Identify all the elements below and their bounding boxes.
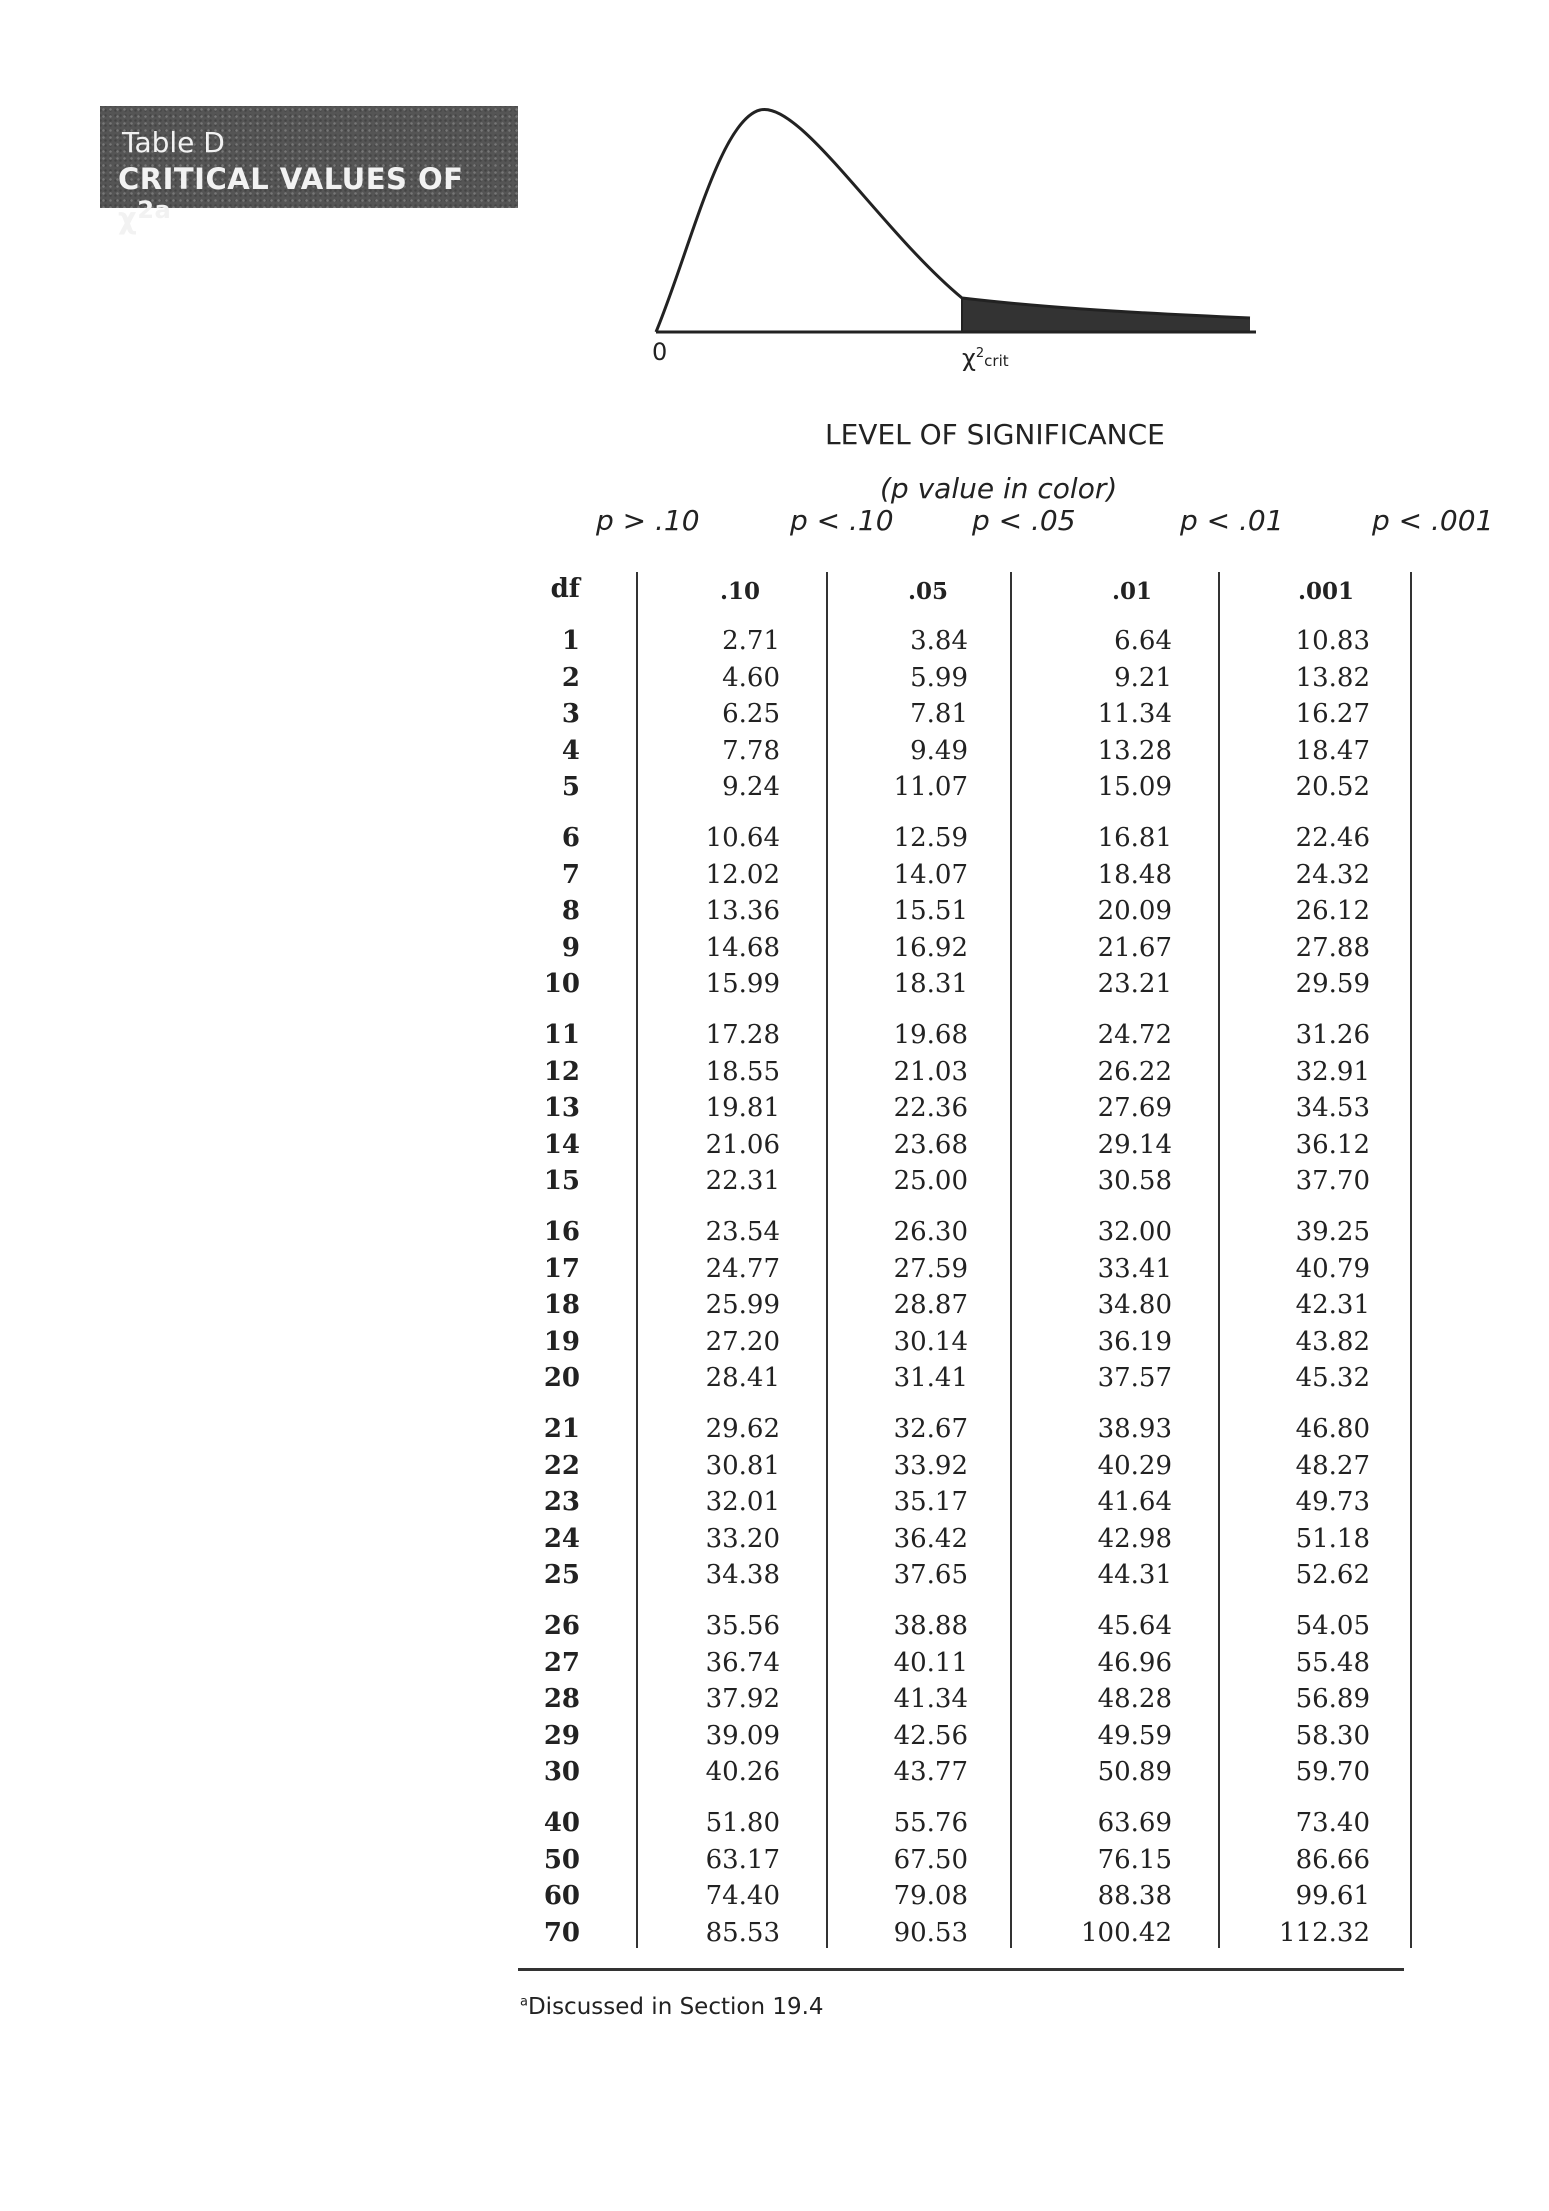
df-cell: 7	[561, 859, 580, 890]
footnote-marker: a	[520, 1994, 528, 2010]
value-cell: 48.28	[1097, 1684, 1172, 1715]
crit-subscript: crit	[984, 352, 1009, 370]
df-cell: 40	[543, 1808, 580, 1838]
table-row	[0, 1648, 1549, 1678]
value-cell: 20.52	[1295, 772, 1370, 803]
value-cell: 79.08	[893, 1881, 968, 1912]
value-cell: 21.67	[1097, 932, 1172, 963]
chi-square-distribution-curve	[650, 100, 1260, 340]
value-cell: 2.71	[722, 626, 780, 656]
value-cell: 63.69	[1097, 1808, 1172, 1838]
value-cell: 14.68	[705, 932, 780, 963]
value-cell: 32.67	[893, 1414, 968, 1444]
value-cell: 12.02	[705, 859, 780, 890]
value-cell: 51.80	[705, 1808, 780, 1838]
df-cell: 15	[543, 1166, 580, 1197]
table-row	[0, 1881, 1549, 1911]
df-cell: 16	[543, 1217, 580, 1247]
p-label-lt-001: p < .001	[1372, 504, 1494, 537]
value-cell: 18.48	[1097, 859, 1172, 890]
value-cell: 50.89	[1097, 1757, 1172, 1788]
value-cell: 7.78	[722, 735, 780, 766]
value-cell: 41.64	[1097, 1487, 1172, 1518]
value-cell: 40.29	[1097, 1450, 1172, 1481]
value-cell: 10.64	[705, 823, 780, 853]
df-cell: 27	[543, 1647, 580, 1678]
column-header-10: .10	[719, 578, 760, 605]
column-header-05: .05	[907, 578, 948, 605]
value-cell: 21.03	[893, 1056, 968, 1087]
level-of-significance-heading: LEVEL OF SIGNIFICANCE	[825, 418, 1165, 451]
value-cell: 37.92	[705, 1684, 780, 1715]
value-cell: 34.53	[1295, 1093, 1370, 1124]
column-header-001: .001	[1297, 578, 1354, 605]
value-cell: 63.17	[705, 1844, 780, 1875]
table-title-text: CRITICAL VALUES OF χ	[118, 162, 464, 236]
table-row	[0, 1721, 1549, 1751]
df-cell: 22	[543, 1450, 580, 1481]
value-cell: 29.59	[1295, 969, 1370, 1000]
crit-superscript: 2	[975, 346, 985, 361]
table-row	[0, 1845, 1549, 1875]
value-cell: 18.55	[705, 1056, 780, 1087]
value-cell: 29.62	[705, 1414, 780, 1444]
value-cell: 40.26	[705, 1757, 780, 1788]
axis-critical-label	[962, 344, 1009, 372]
value-cell: 28.87	[893, 1290, 968, 1321]
value-cell: 30.14	[893, 1326, 968, 1357]
value-cell: 9.24	[722, 772, 780, 803]
table-row	[0, 969, 1549, 999]
value-cell: 36.74	[705, 1647, 780, 1678]
table-row	[0, 1808, 1549, 1838]
df-cell: 1	[561, 626, 580, 656]
value-cell: 26.22	[1097, 1056, 1172, 1087]
value-cell: 32.91	[1295, 1056, 1370, 1087]
value-cell: 13.82	[1295, 662, 1370, 693]
value-cell: 48.27	[1295, 1450, 1370, 1481]
value-cell: 26.30	[893, 1217, 968, 1247]
table-row	[0, 736, 1549, 766]
value-cell: 7.81	[910, 699, 968, 730]
df-cell: 18	[543, 1290, 580, 1321]
value-cell: 36.12	[1295, 1129, 1370, 1160]
df-cell: 12	[543, 1056, 580, 1087]
value-cell: 27.59	[893, 1253, 968, 1284]
value-cell: 12.59	[893, 823, 968, 853]
table-row	[0, 663, 1549, 693]
value-cell: 36.19	[1097, 1326, 1172, 1357]
value-cell: 55.76	[893, 1808, 968, 1838]
df-cell: 60	[543, 1881, 580, 1912]
value-cell: 21.06	[705, 1129, 780, 1160]
value-cell: 31.41	[893, 1363, 968, 1394]
value-cell: 37.70	[1295, 1166, 1370, 1197]
value-cell: 24.77	[705, 1253, 780, 1284]
value-cell: 42.56	[893, 1720, 968, 1751]
df-cell: 5	[561, 772, 580, 803]
value-cell: 30.81	[705, 1450, 780, 1481]
df-cell: 3	[561, 699, 580, 730]
value-cell: 9.21	[1114, 662, 1172, 693]
df-cell: 30	[543, 1757, 580, 1788]
df-cell: 13	[543, 1093, 580, 1124]
table-row	[0, 772, 1549, 802]
value-cell: 33.92	[893, 1450, 968, 1481]
df-cell: 70	[543, 1917, 580, 1948]
table-row	[0, 1057, 1549, 1087]
value-cell: 86.66	[1295, 1844, 1370, 1875]
value-cell: 67.50	[893, 1844, 968, 1875]
value-cell: 26.12	[1295, 896, 1370, 927]
df-cell: 11	[543, 1020, 580, 1050]
table-label: Table D	[122, 126, 225, 159]
value-cell: 9.49	[910, 735, 968, 766]
value-cell: 41.34	[893, 1684, 968, 1715]
table-row	[0, 1254, 1549, 1284]
table-row	[0, 1130, 1549, 1160]
value-cell: 30.58	[1097, 1166, 1172, 1197]
value-cell: 15.51	[893, 896, 968, 927]
value-cell: 90.53	[893, 1917, 968, 1948]
df-column-header: df	[550, 574, 580, 604]
value-cell: 25.00	[893, 1166, 968, 1197]
value-cell: 28.41	[705, 1363, 780, 1394]
value-cell: 49.59	[1097, 1720, 1172, 1751]
value-cell: 16.92	[893, 932, 968, 963]
value-cell: 3.84	[910, 626, 968, 656]
value-cell: 22.31	[705, 1166, 780, 1197]
value-cell: 34.38	[705, 1560, 780, 1591]
table-title	[118, 162, 518, 236]
value-cell: 42.98	[1097, 1523, 1172, 1554]
footnote-text: Discussed in Section 19.4	[527, 1994, 824, 2020]
table-row	[0, 1524, 1549, 1554]
value-cell: 27.69	[1097, 1093, 1172, 1124]
value-cell: 49.73	[1295, 1487, 1370, 1518]
density-curve	[656, 109, 1250, 332]
value-cell: 44.31	[1097, 1560, 1172, 1591]
value-cell: 35.17	[893, 1487, 968, 1518]
value-cell: 32.00	[1097, 1217, 1172, 1247]
value-cell: 31.26	[1295, 1020, 1370, 1050]
table-row	[0, 1290, 1549, 1320]
value-cell: 38.93	[1097, 1414, 1172, 1444]
value-cell: 39.09	[705, 1720, 780, 1751]
table-row	[0, 1327, 1549, 1357]
table-row	[0, 1611, 1549, 1641]
p-label-lt-10: p < .10	[790, 504, 894, 537]
table-title-superscript: 2a	[137, 196, 172, 224]
value-cell: 6.25	[722, 699, 780, 730]
table-row	[0, 896, 1549, 926]
value-cell: 24.32	[1295, 859, 1370, 890]
df-cell: 21	[543, 1414, 580, 1444]
value-cell: 32.01	[705, 1487, 780, 1518]
p-value-note: (p value in color)	[880, 472, 1118, 505]
value-cell: 76.15	[1097, 1844, 1172, 1875]
value-cell: 17.28	[705, 1020, 780, 1050]
value-cell: 88.38	[1097, 1881, 1172, 1912]
footnote	[520, 1994, 824, 2020]
value-cell: 27.88	[1295, 932, 1370, 963]
df-cell: 14	[543, 1129, 580, 1160]
value-cell: 11.07	[893, 772, 968, 803]
value-cell: 6.64	[1114, 626, 1172, 656]
df-cell: 4	[561, 735, 580, 766]
table-bottom-rule	[518, 1968, 1404, 1971]
value-cell: 46.96	[1097, 1647, 1172, 1678]
table-row	[0, 1684, 1549, 1714]
table-row	[0, 933, 1549, 963]
value-cell: 22.36	[893, 1093, 968, 1124]
df-cell: 26	[543, 1611, 580, 1641]
value-cell: 5.99	[910, 662, 968, 693]
table-row	[0, 1560, 1549, 1590]
table-row	[0, 1414, 1549, 1444]
df-cell: 25	[543, 1560, 580, 1591]
value-cell: 16.27	[1295, 699, 1370, 730]
df-cell: 23	[543, 1487, 580, 1518]
value-cell: 16.81	[1097, 823, 1172, 853]
table-row	[0, 1217, 1549, 1247]
value-cell: 112.32	[1279, 1917, 1370, 1948]
value-cell: 40.11	[893, 1647, 968, 1678]
value-cell: 58.30	[1295, 1720, 1370, 1751]
value-cell: 14.07	[893, 859, 968, 890]
value-cell: 15.99	[705, 969, 780, 1000]
value-cell: 11.34	[1097, 699, 1172, 730]
df-cell: 10	[543, 969, 580, 1000]
value-cell: 20.09	[1097, 896, 1172, 927]
df-cell: 6	[561, 823, 580, 853]
value-cell: 4.60	[722, 662, 780, 693]
table-row	[0, 626, 1549, 656]
value-cell: 13.28	[1097, 735, 1172, 766]
df-cell: 8	[561, 896, 580, 927]
p-label-lt-01: p < .01	[1180, 504, 1284, 537]
table-row	[0, 1363, 1549, 1393]
value-cell: 43.77	[893, 1757, 968, 1788]
value-cell: 13.36	[705, 896, 780, 927]
value-cell: 46.80	[1295, 1414, 1370, 1444]
value-cell: 37.57	[1097, 1363, 1172, 1394]
value-cell: 51.18	[1295, 1523, 1370, 1554]
df-cell: 24	[543, 1523, 580, 1554]
value-cell: 22.46	[1295, 823, 1370, 853]
value-cell: 54.05	[1295, 1611, 1370, 1641]
value-cell: 33.20	[705, 1523, 780, 1554]
value-cell: 42.31	[1295, 1290, 1370, 1321]
table-row	[0, 1166, 1549, 1196]
value-cell: 37.65	[893, 1560, 968, 1591]
value-cell: 33.41	[1097, 1253, 1172, 1284]
value-cell: 73.40	[1295, 1808, 1370, 1838]
value-cell: 38.88	[893, 1611, 968, 1641]
value-cell: 40.79	[1295, 1253, 1370, 1284]
value-cell: 100.42	[1081, 1917, 1172, 1948]
p-label-lt-05: p < .05	[972, 504, 1076, 537]
df-cell: 19	[543, 1326, 580, 1357]
value-cell: 25.99	[705, 1290, 780, 1321]
table-row	[0, 1020, 1549, 1050]
value-cell: 19.68	[893, 1020, 968, 1050]
table-row	[0, 860, 1549, 890]
value-cell: 99.61	[1295, 1881, 1370, 1912]
df-cell: 17	[543, 1253, 580, 1284]
value-cell: 24.72	[1097, 1020, 1172, 1050]
value-cell: 18.31	[893, 969, 968, 1000]
value-cell: 74.40	[705, 1881, 780, 1912]
value-cell: 19.81	[705, 1093, 780, 1124]
value-cell: 18.47	[1295, 735, 1370, 766]
df-cell: 28	[543, 1684, 580, 1715]
table-row	[0, 1451, 1549, 1481]
value-cell: 85.53	[705, 1917, 780, 1948]
value-cell: 29.14	[1097, 1129, 1172, 1160]
value-cell: 15.09	[1097, 772, 1172, 803]
table-row	[0, 1487, 1549, 1517]
value-cell: 55.48	[1295, 1647, 1370, 1678]
df-cell: 2	[561, 662, 580, 693]
table-row	[0, 699, 1549, 729]
df-cell: 50	[543, 1844, 580, 1875]
value-cell: 35.56	[705, 1611, 780, 1641]
table-row	[0, 1757, 1549, 1787]
df-cell: 9	[561, 932, 580, 963]
value-cell: 56.89	[1295, 1684, 1370, 1715]
crit-symbol: χ	[962, 344, 976, 372]
df-cell: 29	[543, 1720, 580, 1751]
value-cell: 10.83	[1295, 626, 1370, 656]
table-row	[0, 1918, 1549, 1948]
value-cell: 59.70	[1295, 1757, 1370, 1788]
table-row	[0, 1093, 1549, 1123]
value-cell: 52.62	[1295, 1560, 1370, 1591]
value-cell: 43.82	[1295, 1326, 1370, 1357]
value-cell: 45.64	[1097, 1611, 1172, 1641]
column-header-01: .01	[1111, 578, 1152, 605]
value-cell: 23.54	[705, 1217, 780, 1247]
value-cell: 34.80	[1097, 1290, 1172, 1321]
df-cell: 20	[543, 1363, 580, 1394]
table-row	[0, 823, 1549, 853]
axis-zero-label: 0	[652, 338, 668, 366]
value-cell: 23.21	[1097, 969, 1172, 1000]
value-cell: 45.32	[1295, 1363, 1370, 1394]
value-cell: 27.20	[705, 1326, 780, 1357]
value-cell: 39.25	[1295, 1217, 1370, 1247]
value-cell: 23.68	[893, 1129, 968, 1160]
table-title-box	[100, 106, 518, 236]
p-label-gt-10: p > .10	[596, 504, 700, 537]
value-cell: 36.42	[893, 1523, 968, 1554]
